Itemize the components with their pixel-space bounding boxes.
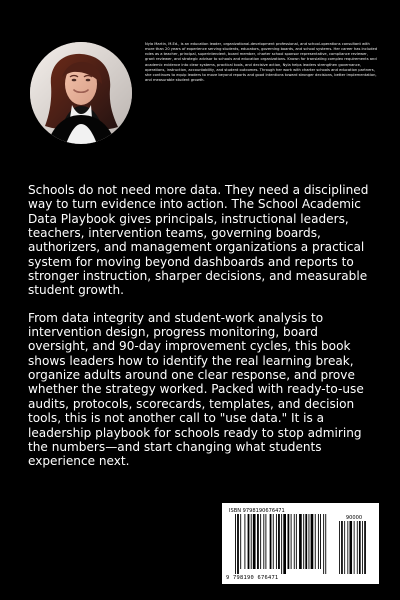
price-code: 90000	[345, 515, 363, 521]
barcode-bar	[325, 514, 326, 574]
isbn-barcode-block	[222, 503, 379, 584]
supplemental-barcode-bar	[341, 521, 343, 574]
barcode-bar	[240, 514, 241, 569]
barcode-bar	[253, 514, 256, 569]
barcode-bar	[278, 514, 280, 569]
barcode-bar	[260, 514, 261, 569]
barcode-bar	[273, 514, 274, 569]
barcode-bar	[235, 514, 236, 574]
barcode-bar	[270, 514, 272, 569]
barcode-bar	[294, 514, 295, 569]
barcode-bar	[283, 514, 286, 574]
barcode-bar	[309, 514, 310, 569]
supplemental-barcode-bar	[339, 521, 340, 574]
barcode-bar	[296, 514, 297, 569]
barcode-bar	[323, 514, 324, 574]
author-bio: Nyla Martin, M.Ed., is an education leader, organizational-development professional, and school-operations consultant with more than 20 years of experience serving students, educators, governing boards, and school systems. Her career has included roles as a teacher, principal, superintendent, board member, charter school sponsor representative, compliance reviewer, grant reviewer, and strategic advisor to schools and education organizations. Known for translating complex requirements and academic evidence into clear systems, practical tools, and decisive action, Nyla helps leaders strengthen governance, operations, instruction, accountability, and student outcomes. Through her work with charter schools and education partners, she continues to equip leaders to move beyond reports and good intentions toward stronger decisions, better implementation, and measurable student growth.	[145, 42, 378, 82]
supplemental-barcode-bar	[362, 521, 363, 574]
barcode-bar	[276, 514, 277, 569]
barcode-bar	[291, 514, 292, 569]
barcode-bar	[244, 514, 245, 569]
barcode-bar	[265, 514, 266, 569]
barcode-bar	[288, 514, 290, 569]
isbn-label: ISBN 9798190676471	[229, 508, 285, 514]
barcode-bar	[315, 514, 316, 569]
description-paragraph-2: From data integrity and student-work analysis to intervention design, progress monitoring, board oversight, and 90-day improvement cycles, this book shows leaders how to identify the real learning break, organize adults around one clear response, and prove whether the strategy worked. Packed with ready-to-use audits, protocols, scorecards, templates, and decision tools, this is not another call to "use data." It is a leadership playbook for schools ready to stop admiring the numbers—and start changing what students experience next.	[28, 310, 364, 469]
barcode-bar	[305, 514, 307, 569]
barcode-bar	[257, 514, 259, 569]
author-portrait-illustration	[30, 42, 132, 144]
barcode-bar	[320, 514, 321, 569]
supplemental-barcode-bar	[350, 521, 353, 574]
barcode-bar	[311, 514, 314, 569]
supplemental-barcode-bar	[359, 521, 361, 574]
barcode-bar	[251, 514, 252, 569]
barcode-bar	[299, 514, 302, 569]
barcode-bar	[263, 514, 264, 569]
supplemental-barcode-bar	[347, 521, 348, 574]
supplemental-barcode-bar	[364, 521, 366, 574]
supplemental-barcode-bars	[339, 521, 367, 574]
supplemental-barcode-bar	[354, 521, 355, 574]
barcode-bar	[248, 514, 250, 569]
supplemental-barcode-bar	[344, 521, 345, 574]
barcode-bar	[237, 514, 239, 574]
supplemental-barcode-bar	[357, 521, 358, 574]
barcode-bar	[281, 514, 282, 574]
barcode-bar	[318, 514, 319, 569]
barcode-bar	[303, 514, 304, 569]
description-paragraph-1: Schools do not need more data. They need a disciplined way to turn evidence into action. The School Academic Data Playbook gives principals, instructional leaders, teachers, intervention teams, governing boards, authorizers, and management organizations a practical system for moving beyond dashboards and reports to stronger instruction, sharper decisions, and measurable student growth.	[28, 183, 369, 298]
main-barcode-bars	[235, 514, 339, 574]
book-description	[28, 183, 375, 469]
author-portrait	[30, 42, 132, 144]
isbn-digits: 9 798190 676471	[226, 575, 279, 581]
